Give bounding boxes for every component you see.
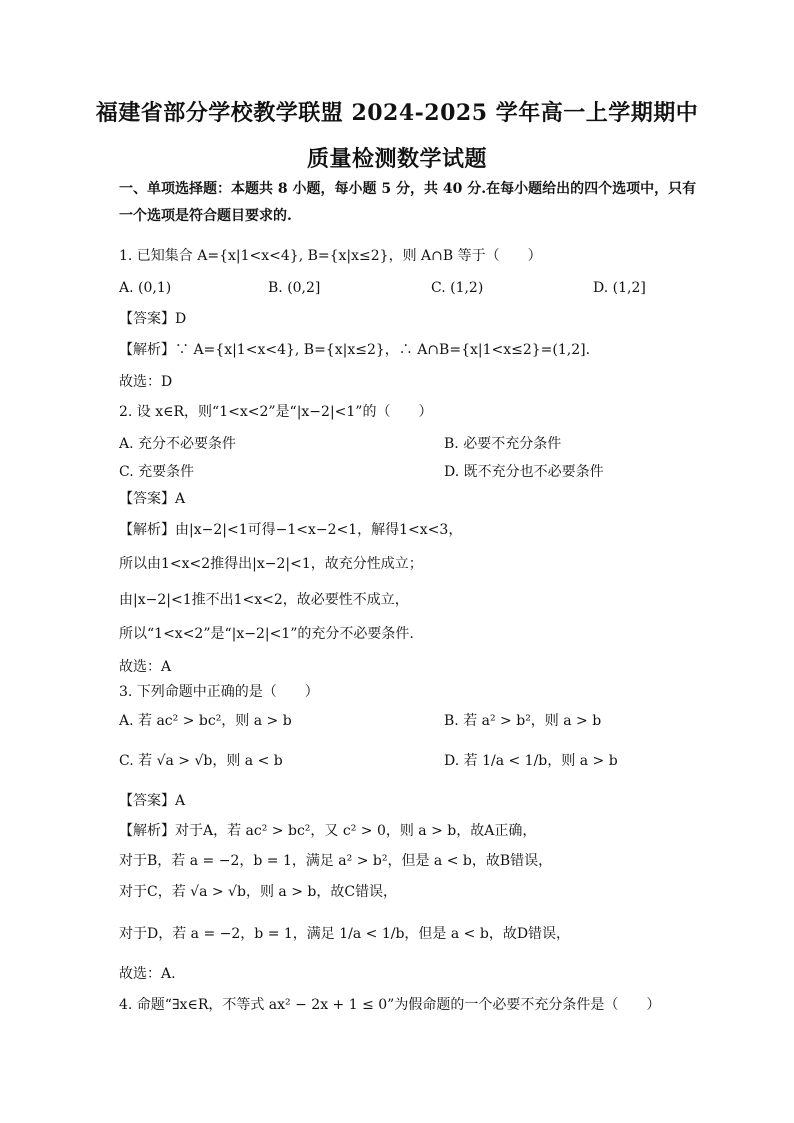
section-heading: 一、单项选择题：本题共 8 小题，每小题 5 分，共 40 分.在每小题给出的四个选项中，只有 (119, 181, 697, 197)
q1-answer: 【答案】D (119, 311, 187, 327)
question-1-stem: 1. 已知集合 A={x|1<x<4}, B={x|x≤2}，则 A∩B 等于（ ） (119, 248, 542, 264)
q2-option-c: C. 充要条件 (119, 464, 195, 480)
q1-conclusion: 故选：D (119, 374, 173, 390)
q3-option-a: A. 若 ac² > bc²，则 a > b (119, 713, 292, 729)
q2-analysis-line1: 【解析】由|x−2|<1可得−1<x−2<1，解得1<x<3， (119, 522, 463, 538)
exam-title-line1: 福建省部分学校教学联盟 2024-2025 学年高一上学期期中 (95, 100, 699, 126)
q1-option-c: C. (1,2) (431, 280, 484, 296)
q3-option-b: B. 若 a² > b²，则 a > b (444, 713, 602, 729)
q1-analysis: 【解析】∵ A={x|1<x<4}, B={x|x≤2}，∴ A∩B={x|1<x≤2}=(1,2]. (119, 342, 591, 358)
q2-analysis-line3: 由|x−2|<1推不出1<x<2，故必要性不成立， (119, 592, 409, 608)
q3-analysis-line2: 对于B，若 a = −2，b = 1，满足 a² > b²，但是 a < b，故B错误， (119, 853, 553, 869)
q3-option-c: C. 若 √a > √b，则 a < b (119, 753, 283, 769)
q3-option-d: D. 若 1/a < 1/b，则 a > b (444, 753, 618, 769)
q1-option-b: B. (0,2] (268, 280, 321, 296)
q2-answer: 【答案】A (119, 491, 186, 507)
question-2-stem: 2. 设 x∈R，则“1<x<2”是“|x−2|<1”的（ ） (119, 404, 433, 420)
q3-analysis-line3: 对于C，若 √a > √b，则 a > b，故C错误， (119, 884, 398, 900)
q2-analysis-line4: 所以“1<x<2”是“|x−2|<1”的充分不必要条件. (119, 626, 414, 642)
exam-title-line2: 质量检测数学试题 (306, 146, 487, 172)
q3-answer: 【答案】A (119, 793, 186, 809)
q2-option-b: B. 必要不充分条件 (444, 436, 562, 452)
q2-analysis-line2: 所以由1<x<2推得出|x−2|<1，故充分性成立； (119, 556, 423, 572)
q3-analysis-line4: 对于D，若 a = −2，b = 1，满足 1/a < 1/b，但是 a < b，故D错误， (119, 926, 571, 942)
section-heading-cont: 一个选项是符合题目要求的. (119, 208, 292, 224)
q3-conclusion: 故选：A. (119, 966, 176, 982)
q2-option-a: A. 充分不必要条件 (119, 436, 237, 452)
q2-option-d: D. 既不充分也不必要条件 (444, 464, 604, 480)
question-4-stem: 4. 命题“∃x∈R，不等式 ax² − 2x + 1 ≤ 0”为假命题的一个必要不充分条件是（ ） (119, 997, 661, 1013)
q3-analysis-line1: 【解析】对于A，若 ac² > bc²，又 c² > 0，则 a > b，故A正确， (119, 823, 537, 839)
question-3-stem: 3. 下列命题中正确的是（ ） (119, 684, 319, 700)
q1-option-d: D. (1,2] (593, 280, 646, 296)
q1-option-a: A. (0,1) (119, 280, 172, 296)
q2-conclusion: 故选：A (119, 659, 172, 675)
